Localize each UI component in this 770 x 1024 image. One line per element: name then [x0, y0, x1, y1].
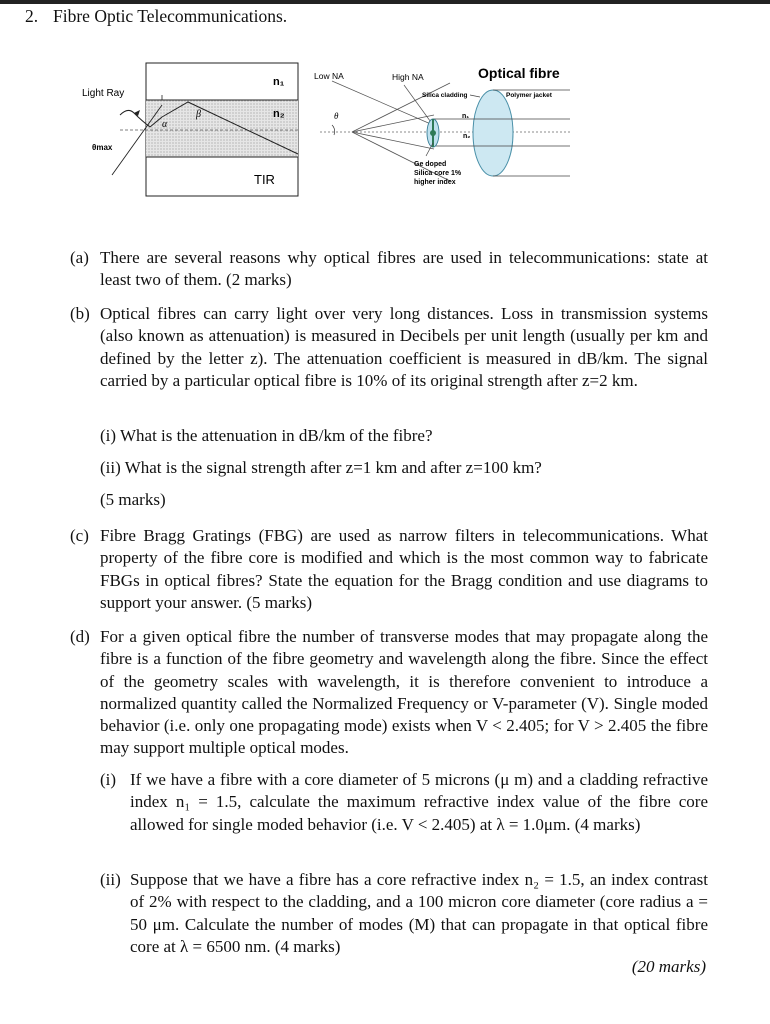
top-rule	[0, 0, 770, 4]
part-c-label: (c)	[70, 526, 89, 545]
optical-fibre-diagram	[314, 65, 570, 186]
part-d-i-label: (i)	[100, 770, 117, 789]
part-d-label: (d)	[70, 627, 90, 646]
beta-label: β	[196, 109, 201, 120]
part-d-i-text: If we have a fibre with a core diameter of 5 microns (μ m) and a cladding refractive index n₁ = 1.5, calculate the maximum refractive index value of the fibre core allowed for single moded behavior (i.e. V < 2.405) at λ = 1.0μm. (4 marks)	[130, 770, 708, 834]
part-d-ii	[100, 869, 708, 958]
part-d-ii-text: Suppose that we have a fibre has a core refractive index n₂ = 1.5, an index contrast of 2% with respect to the cladding, and a 100 micron core diameter (core radius a = 50 μm. Calculate the number of modes (M) that can propagate in that optical fibre core at λ = 6500 nm. (4 marks)	[130, 870, 708, 956]
part-a-text: There are several reasons why optical fibres are used in telecommunications: state at least two of them. (2 marks)	[100, 248, 708, 290]
polymer-jacket-label: Polymer jacket	[506, 92, 552, 99]
part-b-ii: (ii) What is the signal strength after z=1 km and after z=100 km?	[100, 458, 542, 477]
n2-label: n₂	[273, 108, 285, 120]
figure-svg	[70, 55, 590, 215]
low-na-label: Low NA	[314, 71, 344, 81]
part-b-label: (b)	[70, 304, 90, 323]
theta-max-label: θmax	[92, 143, 113, 152]
part-b-text: Optical fibres can carry light over very long distances. Loss in transmission systems (also known as attenuation) is measured in Decibels per unit length (usually per km and defined by the letter z). The attenuation coefficient is measured in dB/km. The signal carried by a particular optical fibre is 10% of its original strength after z=2 km.	[100, 304, 708, 390]
light-ray-label: Light Ray	[82, 88, 125, 99]
core-label-line1: Ge doped	[414, 161, 447, 168]
part-d-i	[100, 769, 708, 836]
question-number: 2.	[25, 6, 39, 26]
part-b-marks: (5 marks)	[100, 490, 166, 509]
total-marks: (20 marks)	[631, 957, 706, 976]
part-d-ii-label: (ii)	[100, 870, 121, 889]
question-title: Fibre Optic Telecommunications.	[53, 6, 288, 26]
part-b	[70, 303, 708, 392]
part-a-label: (a)	[70, 248, 89, 267]
question-heading	[25, 6, 287, 27]
core-label-line3: higher index	[414, 179, 456, 186]
theta-label: θ	[334, 111, 339, 121]
core-label-line2: Silica core 1%	[414, 170, 462, 177]
fibre-n1-label: n₁	[462, 113, 470, 120]
tir-diagram	[82, 63, 298, 196]
high-na-label: High NA	[392, 72, 424, 82]
silica-cladding-label: Silica cladding	[422, 92, 468, 99]
figure	[70, 55, 590, 215]
part-a	[70, 247, 708, 292]
part-c-text: Fibre Bragg Gratings (FBG) are used as narrow filters in telecommunications. What property of the fibre core is modified and which is the most common way to fabricate FBGs in optical fibres? State the equation for the Bragg condition and use diagrams to support your answer. (5 marks)	[100, 526, 708, 612]
tir-label: TIR	[254, 172, 275, 187]
optical-fibre-title: Optical fibre	[478, 65, 560, 81]
part-d-text: For a given optical fibre the number of transverse modes that may propagate along the fibre is a function of the fibre geometry and wavelength along the fibre. Since the effect of the geometry scales with wavelength, it is therefore convenient to introduce a normalized quantity called the Normalized Frequency or V-parameter (V). Single moded behavior (i.e. only one propagating mode) exists when V < 2.405; for V > 2.405 the fibre may support multiple optical modes.	[100, 627, 708, 758]
alpha-label: α	[162, 119, 168, 130]
fibre-n2-label: n₂	[463, 133, 471, 140]
polymer-jacket	[473, 90, 513, 176]
part-d	[70, 626, 708, 760]
part-b-i: (i) What is the attenuation in dB/km of the fibre?	[100, 426, 433, 445]
part-c	[70, 525, 708, 614]
n1-label: n₁	[273, 76, 285, 88]
